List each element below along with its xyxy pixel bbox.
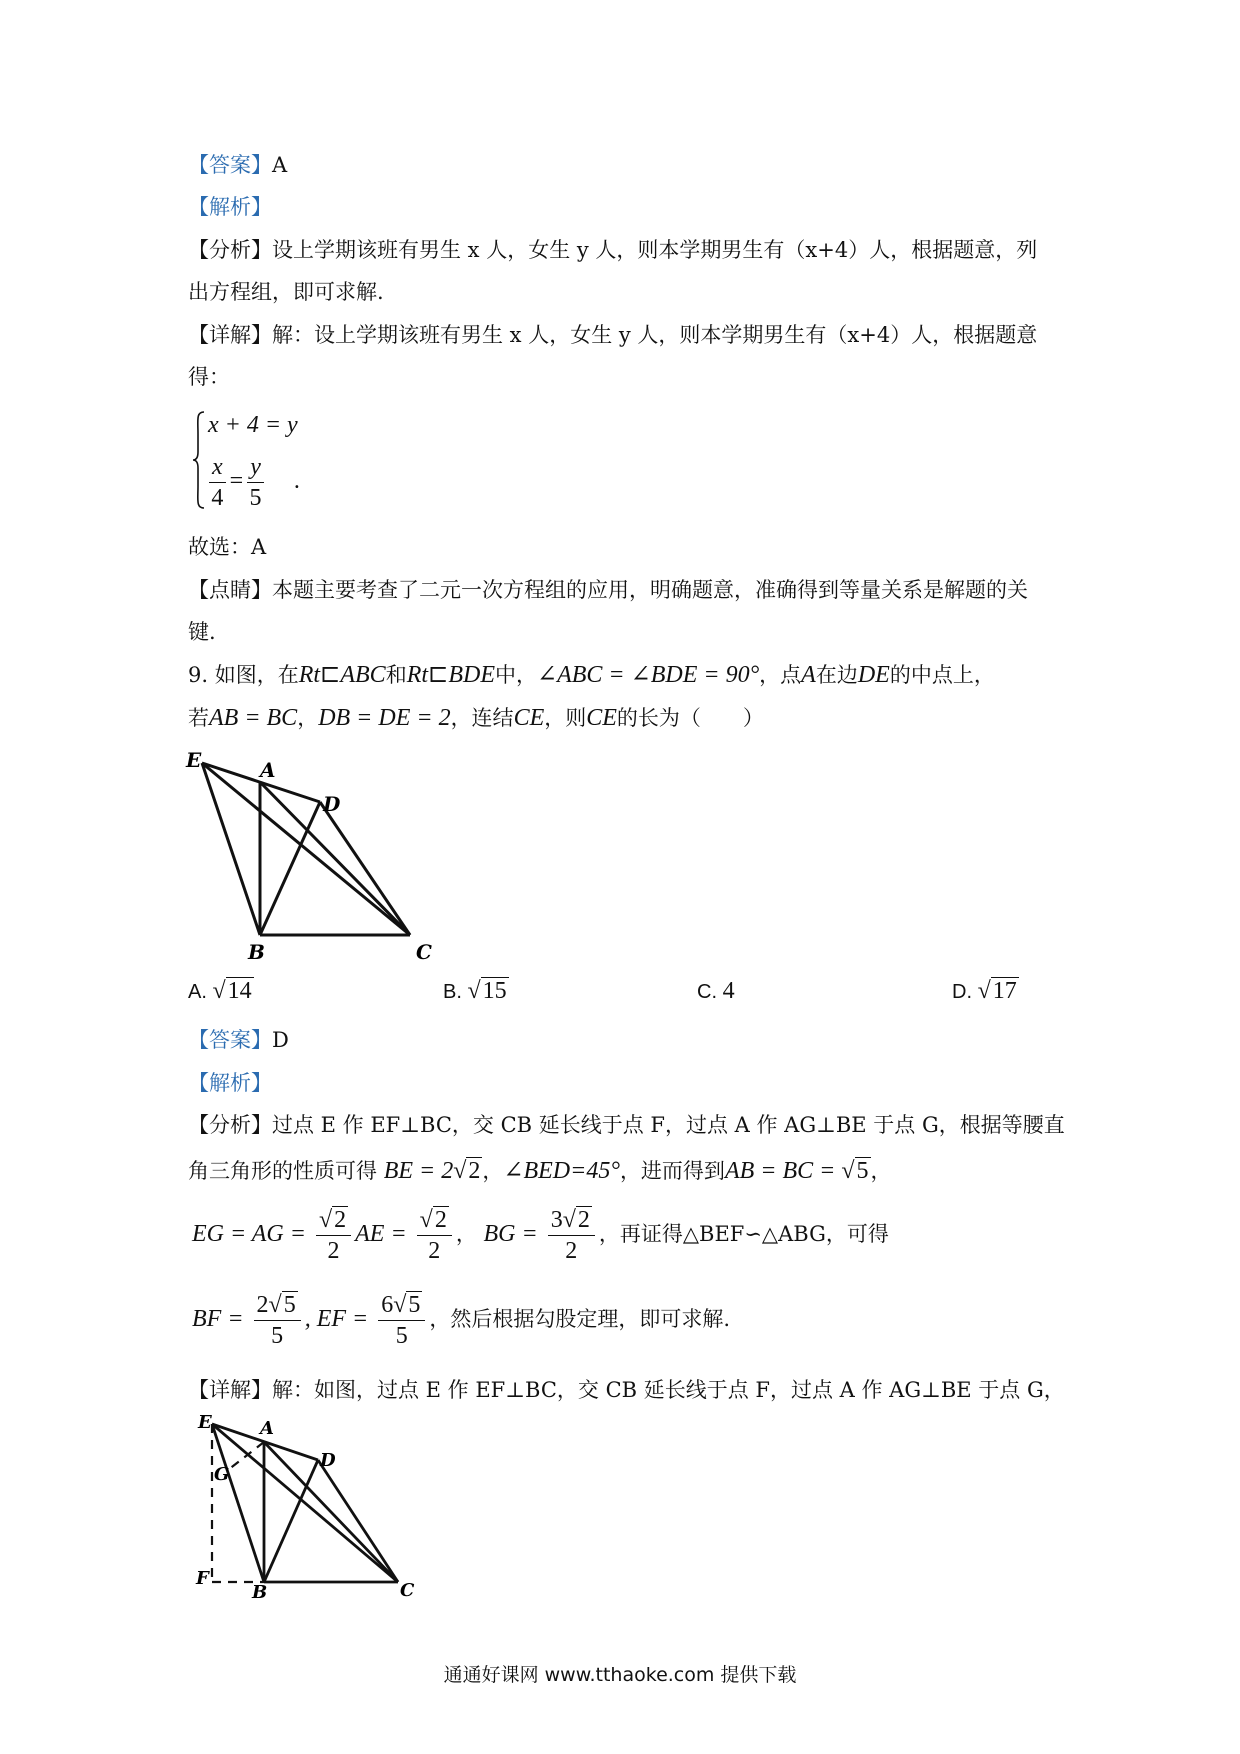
detail-text-1: 解：如图，过点 E 作 EF⊥BC，交 CB 延长线于点 F，过点 A 作 AG⊥BE 于点 G， [272, 1378, 1065, 1402]
fenxi-math: AE = [355, 1221, 413, 1247]
q9-text: 的长为（ ） [616, 706, 764, 730]
fenxi-math: BE = 2 [383, 1158, 454, 1184]
fenxi-line-9b [188, 1156, 892, 1186]
fraction: $\frac{√2}{2}$ [316, 1205, 351, 1266]
q9-text: 9. 如图，在 [188, 663, 299, 687]
radicand: 2 [577, 1207, 590, 1233]
q9-math: Rt⊏ABC [298, 662, 386, 688]
q9-line-2 [188, 703, 764, 733]
denominator: 2 [565, 1238, 578, 1264]
fenxi-text: ， [870, 1159, 892, 1183]
dianjing-text-1: 本题主要考查了二元一次方程组的应用，明确题意，准确得到等量关系是解题的关 [272, 578, 1028, 602]
dianjing-line-8b [188, 617, 216, 647]
fenxi-text-1: 设上学期该班有男生 x 人，女生 y 人，则本学期男生有（x+4）人，根据题意，列 [272, 238, 1038, 262]
fraction: $\frac{√2}{2}$ [417, 1205, 452, 1266]
fenxi-tag: 【分析】 [188, 238, 272, 262]
q9-text: 中， [494, 663, 537, 687]
option-c-value: 4 [722, 978, 735, 1004]
analysis-tag: 【解析】 [188, 195, 272, 219]
denominator: 2 [428, 1238, 441, 1264]
detail-tag: 【详解】 [188, 323, 272, 347]
fenxi-text: ， [455, 1222, 477, 1246]
q9-text: 若 [188, 706, 209, 730]
fenxi-line-9c [192, 1205, 889, 1266]
q9-math: DE [857, 662, 890, 688]
label-F: F [196, 1568, 209, 1589]
option-a[interactable] [188, 978, 254, 1005]
coefficient: 2 [256, 1292, 269, 1318]
option-c-label: C. [697, 981, 717, 1003]
q9-text: 在边 [815, 663, 858, 687]
dianjing-line-8a [188, 575, 1028, 605]
option-a-radicand: 14 [227, 978, 252, 1004]
radicand: 2 [334, 1207, 347, 1233]
analysis-tag: 【解析】 [188, 1071, 272, 1095]
fenxi-line-9d [192, 1290, 730, 1351]
fenxi-text: ，然后根据勾股定理，即可求解. [429, 1307, 731, 1331]
label-G: G [214, 1464, 230, 1485]
sqrt: √2 [453, 1158, 481, 1184]
label-B: B [248, 940, 265, 964]
dianjing-text-2: 键. [188, 620, 216, 644]
option-d[interactable] [952, 978, 1019, 1005]
eq2-lhs-num: x [209, 452, 226, 483]
answer-value: D [272, 1028, 289, 1052]
fraction: $\frac{6√5}{5}$ [378, 1290, 425, 1351]
answer-tag: 【答案】 [188, 153, 272, 177]
option-d-label: D. [952, 981, 972, 1003]
label-E: E [186, 748, 202, 772]
fenxi-text: ，进而得到 [619, 1159, 725, 1183]
coefficient: 6 [381, 1292, 394, 1318]
q9-math: Rt⊏BDE [406, 662, 495, 688]
geometry-figure-1 [180, 745, 450, 965]
fenxi-math: EG = AG = [192, 1221, 312, 1247]
option-c[interactable] [697, 978, 735, 1005]
fenxi-line-8a [188, 235, 1037, 265]
q9-math: AB = BC [209, 705, 298, 731]
system-brace [192, 410, 206, 510]
q9-text: ，点 [759, 663, 802, 687]
fenxi-math: BG = [483, 1221, 544, 1247]
fenxi-line-9a [188, 1110, 1065, 1140]
q9-math: DB = DE = 2 [318, 705, 451, 731]
coefficient: 3 [550, 1207, 563, 1233]
denominator: 2 [327, 1238, 340, 1264]
q9-text: ， [297, 706, 319, 730]
fenxi-math: , EF = [304, 1306, 375, 1332]
fenxi-tag: 【分析】 [188, 1113, 272, 1137]
answer-value: A [272, 153, 288, 177]
q9-math: CE [513, 705, 545, 731]
label-D: D [323, 792, 341, 816]
label-C: C [416, 940, 432, 964]
page-footer: 通通好课网 www.tthaoke.com 提供下载 [443, 1664, 797, 1686]
label-A: A [260, 758, 276, 782]
fenxi-text: ，再证得△BEF∽△ABG，可得 [598, 1222, 889, 1246]
fenxi-text-2: 出方程组，即可求解. [188, 280, 384, 304]
label-D: D [320, 1450, 336, 1471]
eq2-lhs-den: 4 [211, 485, 224, 511]
analysis-line-9 [188, 1068, 272, 1098]
system-eq-1: x + 4 = y [208, 412, 298, 438]
option-a-label: A. [188, 981, 207, 1003]
detail-tag: 【详解】 [188, 1378, 272, 1402]
fenxi-line-8b [188, 277, 384, 307]
radicand: 5 [856, 1158, 869, 1184]
dianjing-tag: 【点睛】 [188, 578, 272, 602]
analysis-line-8 [188, 192, 272, 222]
fenxi-math: BF = [192, 1306, 250, 1332]
answer-line-9 [188, 1025, 289, 1055]
answer-tag: 【答案】 [188, 1028, 272, 1052]
answer-line-8 [188, 150, 287, 180]
fenxi-text-1: 过点 E 作 EF⊥BC，交 CB 延长线于点 F，过点 A 作 AG⊥BE 于点 G，根据等腰直 [272, 1113, 1065, 1137]
eq2-rhs-den: 5 [249, 485, 262, 511]
fraction: $\frac{2√5}{5}$ [254, 1290, 301, 1351]
fraction: $\frac{3√2}{2}$ [548, 1205, 595, 1266]
option-b-label: B. [443, 981, 462, 1003]
denominator: 5 [395, 1323, 408, 1349]
option-d-radicand: 17 [992, 978, 1017, 1004]
denominator: 5 [271, 1323, 284, 1349]
option-d-radical: √17 [977, 978, 1017, 1004]
fenxi-math: ∠BED=45° [503, 1158, 620, 1184]
q9-text: ，则 [544, 706, 587, 730]
option-b-radicand: 15 [482, 978, 507, 1004]
system-dot: . [293, 468, 300, 495]
fenxi-text: ， [482, 1159, 504, 1183]
q9-text: 的中点上， [889, 663, 995, 687]
eq2-rhs-num: y [247, 452, 264, 483]
label-E: E [198, 1412, 212, 1433]
label-B: B [252, 1582, 268, 1600]
detail-line-9 [188, 1375, 1065, 1405]
detail-line-8b [188, 362, 230, 392]
fenxi-text: 角三角形的性质可得 [188, 1159, 377, 1183]
detail-line-8a [188, 320, 1037, 350]
q9-math: CE [586, 705, 617, 731]
geometry-figure-2 [190, 1410, 440, 1600]
system-eq-2: $\frac{x}{4}$ = $\frac{y}{5}$ . [205, 452, 300, 513]
q9-math: ∠ABC = ∠BDE = 90° [536, 662, 760, 688]
detail-text-2: 得： [188, 365, 230, 389]
radicand: 5 [283, 1292, 296, 1318]
choice-line-8: 故选：A [188, 535, 267, 559]
radicand: 2 [434, 1207, 447, 1233]
q9-line-1 [188, 660, 995, 690]
label-A: A [260, 1418, 274, 1439]
option-a-radical: √14 [212, 978, 252, 1004]
radicand: 2 [468, 1158, 481, 1184]
fenxi-math: AB = BC = [724, 1158, 842, 1184]
sqrt: √5 [841, 1158, 869, 1184]
detail-text-1: 解：设上学期该班有男生 x 人，女生 y 人，则本学期男生有（x+4）人，根据题意 [272, 323, 1038, 347]
q9-math: A [801, 662, 816, 688]
label-C: C [400, 1580, 415, 1600]
option-b-radical: √15 [467, 978, 507, 1004]
q9-text: 和 [385, 663, 407, 687]
radicand: 5 [408, 1292, 421, 1318]
q9-text: ，连结 [450, 706, 514, 730]
option-b[interactable] [443, 978, 509, 1005]
